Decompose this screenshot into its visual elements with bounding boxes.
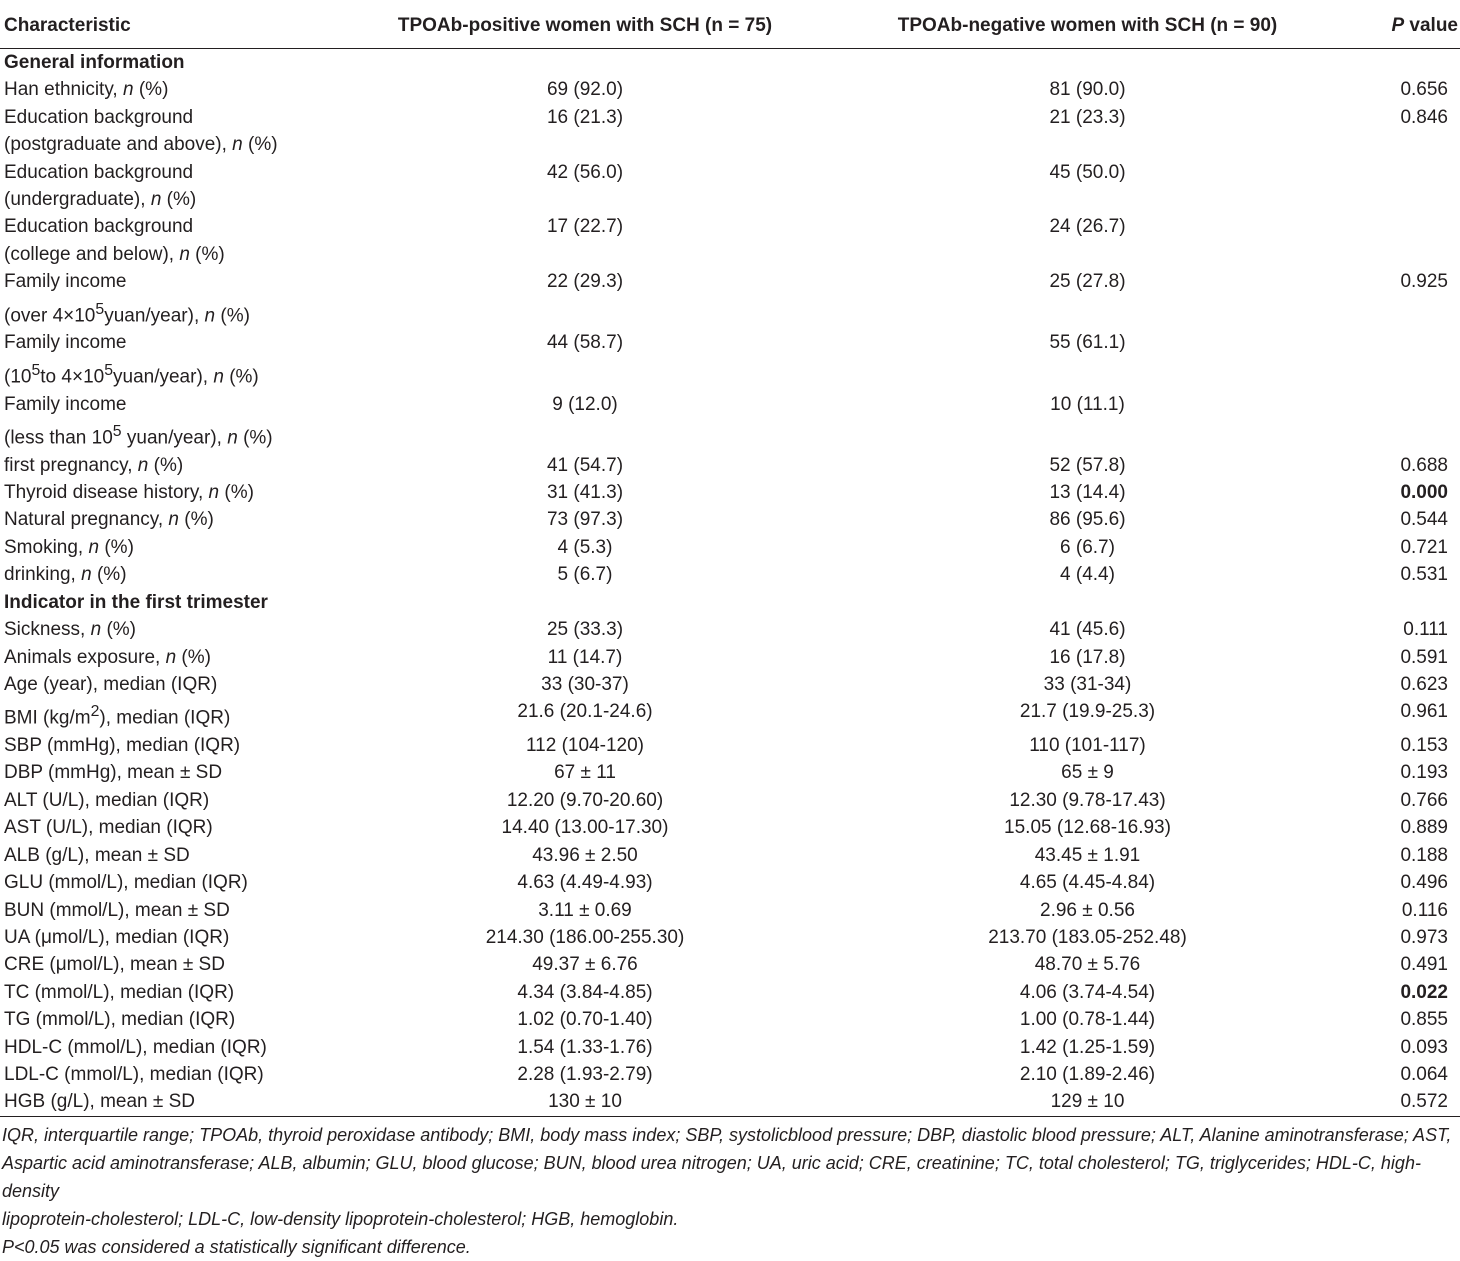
label-text: TG (mmol/L), median (IQR) <box>4 1009 236 1031</box>
header-tpoab-positive: TPOAb-positive women with SCH (n = 75) <box>335 8 835 49</box>
footnote-line: Aspartic acid aminotransferase; ALB, albumin; GLU, blood glucose; BUN, blood urea nitrogen; UA, uric acid; CRE, creatinine; TC, total cholesterol; TG, triglycerides; HDL-C, high-density <box>2 1153 1421 1201</box>
label-text: ALT (U/L), median (IQR) <box>4 789 210 811</box>
tpoab-negative-value: 2.96 ± 0.56 <box>1040 899 1135 921</box>
table-row <box>0 268 1460 329</box>
tpoab-positive-value: 21.6 (20.1-24.6) <box>517 701 653 723</box>
characteristic-line <box>4 644 335 671</box>
tpoab-positive-value: 130 ± 10 <box>335 1088 835 1116</box>
tpoab-negative-value: 21.7 (19.9-25.3) <box>1019 701 1156 723</box>
characteristic-cell <box>0 1006 335 1033</box>
table-row <box>0 787 1460 814</box>
table-header-row <box>0 8 1460 49</box>
p-value: 0.572 <box>1340 1088 1460 1116</box>
label-text: (%) <box>99 536 134 558</box>
label-text: (%) <box>91 564 127 586</box>
p-value: 0.093 <box>1400 1036 1448 1058</box>
characteristic-line <box>4 357 335 391</box>
characteristic-line <box>4 1006 335 1033</box>
characteristic-line <box>4 951 335 978</box>
label-text: (less than 10 <box>4 427 113 449</box>
label-text: SBP (mmHg), median (IQR) <box>4 735 241 757</box>
tpoab-positive-value: 11 (14.7) <box>547 646 623 668</box>
tpoab-positive-value: 4.63 (4.49-4.93) <box>517 872 653 894</box>
label-text: Thyroid disease history, <box>4 482 209 504</box>
characteristic-line <box>4 418 335 452</box>
empty-cell <box>335 589 835 616</box>
tpoab-positive-value: 2.28 (1.93-2.79) <box>517 1063 653 1085</box>
p-value <box>1340 159 1460 214</box>
header-characteristic: Characteristic <box>0 8 335 49</box>
tpoab-negative-value: 52 (57.8) <box>1049 454 1126 476</box>
tpoab-positive-value: 33 (30-37) <box>541 673 629 695</box>
tpoab-negative-value: 6 (6.7) <box>1060 536 1115 558</box>
characteristic-cell <box>0 951 335 978</box>
label-text: Family income <box>4 332 127 354</box>
n-italic: n <box>208 482 220 504</box>
characteristic-line <box>4 186 335 213</box>
characteristic-line <box>4 814 335 841</box>
p-value: 0.925 <box>1400 271 1448 293</box>
characteristic-line <box>4 241 335 268</box>
characteristic-cell <box>0 159 335 214</box>
n-italic: n <box>90 619 102 641</box>
table-row <box>0 842 1460 869</box>
label-text: Education background <box>4 106 194 128</box>
n-italic: n <box>168 509 179 531</box>
tpoab-positive-value: 22 (29.3) <box>546 271 624 293</box>
p-value: 0.961 <box>1400 701 1448 723</box>
tpoab-positive-value: 49.37 ± 6.76 <box>532 954 638 976</box>
label-text: first pregnancy, <box>4 454 138 476</box>
superscript: 5 <box>95 300 105 318</box>
characteristic-cell <box>0 213 335 268</box>
characteristics-table <box>0 8 1460 1117</box>
table-footnote <box>2 1121 1458 1261</box>
label-text: (%) <box>178 509 214 531</box>
label-text: (%) <box>148 454 184 476</box>
label-text: yuan/year), <box>121 427 228 449</box>
section-heading: Indicator in the first trimester <box>4 591 268 613</box>
tpoab-positive-value: 112 (104-120) <box>526 735 644 757</box>
empty-cell <box>1340 49 1460 77</box>
tpoab-positive-value: 5 (6.7) <box>557 564 613 586</box>
n-italic: n <box>227 427 238 449</box>
characteristic-line <box>4 979 335 1006</box>
p-value: 0.000 <box>1400 482 1448 504</box>
n-italic: n <box>213 366 224 388</box>
tpoab-positive-value: 17 (22.7) <box>546 216 624 238</box>
label-text: Age (year), median (IQR) <box>4 673 218 695</box>
label-text: (%) <box>161 189 197 211</box>
table-row <box>0 698 1460 732</box>
tpoab-positive-value: 9 (12.0) <box>552 393 618 415</box>
label-text: AST (U/L), median (IQR) <box>4 817 213 839</box>
tpoab-negative-value: 110 (101-117) <box>1029 735 1146 757</box>
characteristic-line <box>4 616 335 643</box>
label-text: LDL-C (mmol/L), median (IQR) <box>4 1063 264 1085</box>
label-text: BMI (kg/m <box>4 707 91 729</box>
label-text: Education background <box>4 216 194 238</box>
table-row <box>0 452 1460 479</box>
tpoab-negative-value: 4.06 (3.74-4.54) <box>1019 981 1156 1003</box>
tpoab-positive-value: 73 (97.3) <box>546 509 624 531</box>
label-text: Family income <box>4 271 127 293</box>
p-value: 0.022 <box>1400 981 1448 1003</box>
superscript: 5 <box>104 361 114 379</box>
header-p-value <box>1340 8 1460 49</box>
characteristic-cell <box>0 329 335 390</box>
characteristic-cell <box>0 814 335 841</box>
label-text: (%) <box>242 134 278 156</box>
characteristic-cell <box>0 479 335 506</box>
superscript: 2 <box>90 703 100 721</box>
characteristic-cell <box>0 506 335 533</box>
tpoab-positive-value: 16 (21.3) <box>546 106 624 128</box>
table-row <box>0 391 1460 452</box>
tpoab-positive-value: 12.20 (9.70-20.60) <box>506 789 664 811</box>
p-value: 0.591 <box>1400 646 1448 668</box>
tpoab-negative-value: 16 (17.8) <box>1049 646 1126 668</box>
characteristic-line <box>4 1088 335 1115</box>
characteristic-line <box>4 391 335 418</box>
n-italic: n <box>150 189 162 211</box>
tpoab-positive-value: 42 (56.0) <box>546 161 624 183</box>
p-value: 0.656 <box>1400 79 1448 101</box>
characteristic-line <box>4 213 335 240</box>
empty-cell <box>1340 589 1460 616</box>
p-value: 0.544 <box>1400 509 1448 531</box>
characteristic-cell <box>0 76 335 103</box>
label-text: Animals exposure, <box>4 646 166 668</box>
p-value: 0.721 <box>1400 536 1448 558</box>
label-text: Education background <box>4 161 194 183</box>
table-row <box>0 213 1460 268</box>
characteristic-line <box>4 759 335 786</box>
label-text: (%) <box>237 427 273 449</box>
characteristic-cell <box>0 644 335 671</box>
label-text: yuan/year), <box>113 366 214 388</box>
section-row <box>0 49 1460 77</box>
tpoab-negative-value: 129 ± 10 <box>835 1088 1340 1116</box>
header-tpoab-negative: TPOAb-negative women with SCH (n = 90) <box>835 8 1340 49</box>
tpoab-negative-value: 25 (27.8) <box>1049 271 1126 293</box>
p-value: 0.064 <box>1400 1063 1448 1085</box>
label-text: drinking, <box>4 564 82 586</box>
label-text: yuan/year), <box>104 304 205 326</box>
characteristic-cell <box>0 671 335 698</box>
label-text: (postgraduate and above), <box>4 134 233 156</box>
characteristic-line <box>4 869 335 896</box>
tpoab-negative-value: 4 (4.4) <box>1060 564 1115 586</box>
n-italic: n <box>204 304 216 326</box>
p-value: 0.846 <box>1400 106 1448 128</box>
label-text: (over 4×10 <box>4 304 96 326</box>
p-value: 0.766 <box>1400 789 1448 811</box>
tpoab-negative-value: 213.70 (183.05-252.48) <box>988 926 1187 948</box>
n-italic: n <box>122 79 134 101</box>
footnote-line: lipoprotein-cholesterol; LDL-C, low-density lipoprotein-cholesterol; HGB, hemoglobin. <box>2 1209 679 1229</box>
characteristic-line <box>4 131 335 158</box>
characteristic-cell <box>0 616 335 643</box>
p-italic: P <box>1391 15 1405 36</box>
tpoab-positive-value: 4 (5.3) <box>557 536 613 558</box>
characteristic-line <box>4 732 335 759</box>
table-row <box>0 951 1460 978</box>
tpoab-positive-value: 41 (54.7) <box>546 454 624 476</box>
tpoab-negative-value: 24 (26.7) <box>1049 216 1126 238</box>
tpoab-positive-value: 31 (41.3) <box>546 482 624 504</box>
label-text: CRE (μmol/L), mean ± SD <box>4 954 225 976</box>
tpoab-negative-value: 55 (61.1) <box>1049 332 1126 354</box>
tpoab-negative-value: 81 (90.0) <box>1049 79 1126 101</box>
label-text: ), median (IQR) <box>99 707 231 729</box>
tpoab-positive-value: 67 ± 11 <box>554 762 616 784</box>
tpoab-positive-value: 3.11 ± 0.69 <box>538 899 632 921</box>
table-row <box>0 104 1460 159</box>
characteristic-line <box>4 561 335 588</box>
tpoab-positive-value: 4.34 (3.84-4.85) <box>517 981 653 1003</box>
characteristic-line <box>4 159 335 186</box>
tpoab-positive-value: 214.30 (186.00-255.30) <box>485 926 685 948</box>
n-italic: n <box>165 646 177 668</box>
table-row <box>0 76 1460 103</box>
section-row <box>0 589 1460 616</box>
characteristic-line <box>4 268 335 295</box>
characteristic-line <box>4 479 335 506</box>
label-text: UA (μmol/L), median (IQR) <box>4 926 230 948</box>
section-heading: General information <box>4 52 185 73</box>
label-text: (undergraduate), <box>4 189 151 211</box>
p-value: 0.855 <box>1400 1009 1448 1031</box>
characteristic-cell <box>0 897 335 924</box>
table-row <box>0 1061 1460 1088</box>
characteristic-line <box>4 671 335 698</box>
table-row <box>0 644 1460 671</box>
tpoab-negative-value: 15.05 (12.68-16.93) <box>1004 817 1171 839</box>
table-row <box>0 1034 1460 1061</box>
p-value: 0.688 <box>1400 454 1448 476</box>
label-text: Smoking, <box>4 536 89 558</box>
label-text: (%) <box>219 482 254 504</box>
tpoab-negative-value: 2.10 (1.89-2.46) <box>1019 1063 1156 1085</box>
table-row <box>0 1088 1460 1116</box>
tpoab-positive-value: 14.40 (13.00-17.30) <box>501 817 669 839</box>
label-text: (%) <box>215 304 250 326</box>
table-row <box>0 561 1460 588</box>
p-value: 0.116 <box>1401 899 1448 921</box>
table-row <box>0 159 1460 214</box>
p-value <box>1340 391 1460 452</box>
characteristic-cell <box>0 759 335 786</box>
table-row <box>0 1006 1460 1033</box>
tpoab-negative-value: 33 (31-34) <box>1043 673 1132 695</box>
n-italic: n <box>88 536 100 558</box>
p-value <box>1340 213 1460 268</box>
characteristic-line <box>4 329 335 356</box>
characteristic-line <box>4 842 335 869</box>
tpoab-negative-value: 41 (45.6) <box>1049 619 1126 641</box>
p-value-label: value <box>1404 15 1458 36</box>
characteristic-cell <box>0 452 335 479</box>
label-text: (%) <box>176 646 211 668</box>
characteristic-line <box>4 897 335 924</box>
label-text: GLU (mmol/L), median (IQR) <box>4 872 248 894</box>
characteristic-line <box>4 296 335 330</box>
tpoab-negative-value: 1.00 (0.78-1.44) <box>1019 1009 1156 1031</box>
label-text: BUN (mmol/L), mean ± SD <box>4 899 230 921</box>
label-text: (%) <box>133 79 169 101</box>
table-row <box>0 616 1460 643</box>
n-italic: n <box>81 564 92 586</box>
tpoab-positive-value: 1.02 (0.70-1.40) <box>517 1009 653 1031</box>
superscript: 5 <box>112 422 122 440</box>
empty-cell <box>835 49 1340 77</box>
table-row <box>0 869 1460 896</box>
tpoab-negative-value: 4.65 (4.45-4.84) <box>1019 872 1156 894</box>
characteristic-line <box>4 76 335 103</box>
p-value: 0.531 <box>1400 564 1448 586</box>
p-value: 0.193 <box>1400 762 1448 784</box>
footnote-significance: P<0.05 was considered a statistically significant difference. <box>2 1237 471 1257</box>
characteristic-cell <box>0 842 335 869</box>
tpoab-negative-value: 12.30 (9.78-17.43) <box>1009 789 1166 811</box>
label-text: Han ethnicity, <box>4 79 123 101</box>
characteristic-cell <box>0 534 335 561</box>
table-row <box>0 814 1460 841</box>
table-row <box>0 897 1460 924</box>
table-row <box>0 329 1460 390</box>
tpoab-negative-value: 65 ± 9 <box>1061 762 1114 784</box>
characteristic-cell <box>0 268 335 329</box>
characteristic-cell <box>0 787 335 814</box>
footnote-line: IQR, interquartile range; TPOAb, thyroid peroxidase antibody; BMI, body mass index; SBP, systolicblood pressure; DBP, diastolic blood pressure; ALT, Alanine aminotransferase; AST, <box>2 1125 1452 1145</box>
characteristic-cell <box>0 1061 335 1088</box>
n-italic: n <box>232 134 243 156</box>
table-row <box>0 732 1460 759</box>
label-text: TC (mmol/L), median (IQR) <box>4 981 235 1003</box>
characteristic-cell <box>0 869 335 896</box>
table-row <box>0 759 1460 786</box>
tpoab-positive-value: 43.96 ± 2.50 <box>532 844 638 866</box>
tpoab-negative-value: 45 (50.0) <box>1049 161 1126 183</box>
characteristic-cell <box>0 391 335 452</box>
characteristic-line <box>4 924 335 951</box>
characteristic-line <box>4 1034 335 1061</box>
tpoab-positive-value: 1.54 (1.33-1.76) <box>517 1036 653 1058</box>
label-text: Sickness, <box>4 619 91 641</box>
tpoab-positive-value: 25 (33.3) <box>546 619 624 641</box>
tpoab-negative-value: 1.42 (1.25-1.59) <box>1019 1036 1156 1058</box>
label-text: (%) <box>189 243 225 265</box>
characteristic-line <box>4 452 335 479</box>
table-row <box>0 671 1460 698</box>
tpoab-negative-value: 21 (23.3) <box>1049 106 1126 128</box>
characteristic-line <box>4 1061 335 1088</box>
p-value: 0.889 <box>1400 817 1448 839</box>
characteristic-cell <box>0 979 335 1006</box>
characteristic-cell <box>0 698 335 732</box>
characteristic-cell <box>0 104 335 159</box>
tpoab-negative-value: 13 (14.4) <box>1049 482 1126 504</box>
characteristic-cell <box>0 1088 335 1116</box>
characteristic-cell <box>0 924 335 951</box>
label-text: HGB (g/L), mean ± SD <box>4 1091 195 1113</box>
characteristic-line <box>4 534 335 561</box>
label-text: (college and below), <box>4 243 180 265</box>
tpoab-negative-value: 48.70 ± 5.76 <box>1034 954 1141 976</box>
table-row <box>0 479 1460 506</box>
characteristic-line <box>4 698 335 732</box>
p-value: 0.973 <box>1400 926 1448 948</box>
p-value: 0.153 <box>1400 735 1448 757</box>
tpoab-negative-value: 43.45 ± 1.91 <box>1034 844 1141 866</box>
label-text: (%) <box>101 619 136 641</box>
label-text: Family income <box>4 393 127 415</box>
tpoab-positive-value: 69 (92.0) <box>546 79 624 101</box>
tpoab-negative-value: 86 (95.6) <box>1049 509 1126 531</box>
characteristic-cell <box>0 732 335 759</box>
label-text: ALB (g/L), mean ± SD <box>4 844 190 866</box>
p-value: 0.623 <box>1400 673 1448 695</box>
label-text: DBP (mmHg), mean ± SD <box>4 762 223 784</box>
empty-cell <box>835 589 1340 616</box>
empty-cell <box>335 49 835 77</box>
p-value: 0.496 <box>1400 872 1448 894</box>
label-text: (%) <box>223 366 259 388</box>
characteristic-line <box>4 104 335 131</box>
table-row <box>0 924 1460 951</box>
characteristic-cell <box>0 1034 335 1061</box>
n-italic: n <box>179 243 190 265</box>
p-value: 0.491 <box>1400 954 1448 976</box>
label-text: HDL-C (mmol/L), median (IQR) <box>4 1036 267 1058</box>
label-text: to 4×10 <box>40 366 105 388</box>
characteristic-cell <box>0 561 335 588</box>
label-text: Natural pregnancy, <box>4 509 169 531</box>
table-row <box>0 534 1460 561</box>
characteristic-line <box>4 787 335 814</box>
superscript: 5 <box>31 361 41 379</box>
label-text: (10 <box>4 366 32 388</box>
tpoab-positive-value: 44 (58.7) <box>546 332 624 354</box>
p-value: 0.188 <box>1400 844 1448 866</box>
n-italic: n <box>137 454 149 476</box>
p-value <box>1340 329 1460 390</box>
p-value: 0.111 <box>1403 619 1448 641</box>
table-row <box>0 506 1460 533</box>
tpoab-negative-value: 10 (11.1) <box>1050 393 1125 415</box>
table-row <box>0 979 1460 1006</box>
characteristic-line <box>4 506 335 533</box>
